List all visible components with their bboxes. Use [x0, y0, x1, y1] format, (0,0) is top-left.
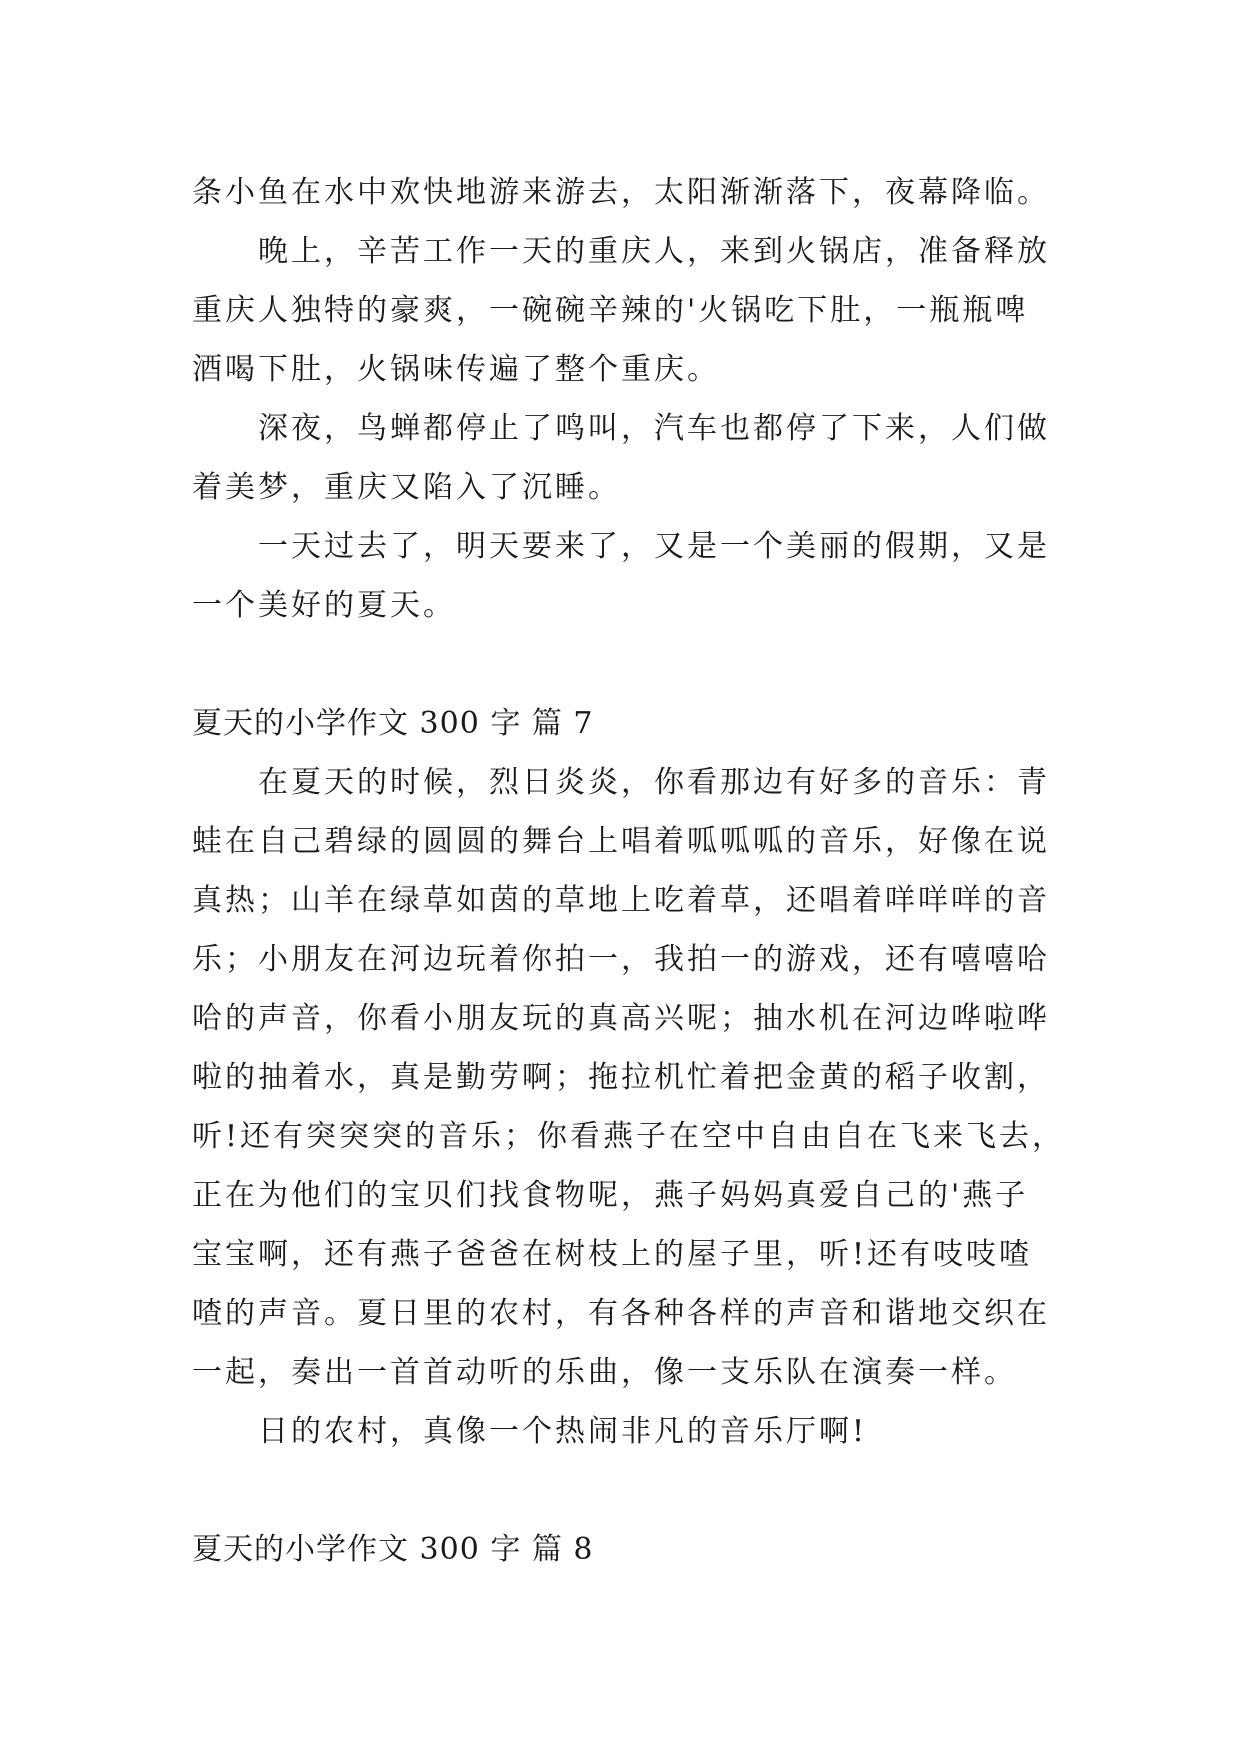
text-line: 一个美好的夏天。 — [192, 588, 456, 623]
document-body — [192, 163, 1082, 1579]
text-line: 喳的声音。夏日里的农村，有各种各样的声音和谐地交织在 — [192, 1296, 1050, 1331]
text-line: 酒喝下肚，火锅味传遍了整个重庆。 — [192, 352, 720, 387]
section-heading-7: 夏天的小学作文 300 字 篇 7 — [192, 706, 594, 741]
paragraph-continued — [192, 163, 1082, 222]
text-line: 条小鱼在水中欢快地游来游去，太阳渐渐落下，夜幕降临。 — [192, 175, 1050, 210]
text-line: 啦的抽着水，真是勤劳啊；拖拉机忙着把金黄的稻子收割， — [192, 1060, 1050, 1095]
section-heading-8: 夏天的小学作文 300 字 篇 8 — [192, 1532, 594, 1567]
text-line: 一天过去了，明天要来了，又是一个美丽的假期，又是 — [258, 529, 1050, 564]
paragraph-evening — [192, 222, 1082, 399]
text-line: 蛙在自己碧绿的圆圆的舞台上唱着呱呱呱的音乐，好像在说 — [192, 824, 1050, 859]
text-line: 乐；小朋友在河边玩着你拍一，我拍一的游戏，还有嘻嘻哈 — [192, 942, 1050, 977]
text-line: 一起，奏出一首首动听的乐曲，像一支乐队在演奏一样。 — [192, 1355, 1017, 1390]
text-line: 重庆人独特的豪爽，一碗碗辛辣的'火锅吃下肚，一瓶瓶啤 — [192, 293, 1029, 328]
text-line: 正在为他们的宝贝们找食物呢，燕子妈妈真爱自己的'燕子 — [192, 1178, 1029, 1213]
text-line: 晚上，辛苦工作一天的重庆人，来到火锅店，准备释放 — [258, 234, 1050, 269]
text-line: 在夏天的时候，烈日炎炎，你看那边有好多的音乐：青 — [258, 765, 1050, 800]
paragraph-village — [192, 1402, 1082, 1461]
section-spacer — [192, 635, 1082, 694]
paragraph-night — [192, 399, 1082, 517]
text-line: 深夜，鸟蝉都停止了鸣叫，汽车也都停了下来，人们做 — [258, 411, 1050, 446]
text-line: 听!还有突突突的音乐；你看燕子在空中自由自在飞来飞去， — [192, 1119, 1066, 1154]
text-line: 日的农村，真像一个热闹非凡的音乐厅啊! — [258, 1414, 868, 1449]
paragraph-summer-music — [192, 753, 1082, 1402]
text-line: 着美梦，重庆又陷入了沉睡。 — [192, 470, 621, 505]
paragraph-day-end — [192, 517, 1082, 635]
text-line: 真热；山羊在绿草如茵的草地上吃着草，还唱着咩咩咩的音 — [192, 883, 1050, 918]
text-line: 哈的声音，你看小朋友玩的真高兴呢；抽水机在河边哗啦哗 — [192, 1001, 1050, 1036]
text-line: 宝宝啊，还有燕子爸爸在树枝上的屋子里，听!还有吱吱喳 — [192, 1237, 1033, 1272]
section-spacer — [192, 1461, 1082, 1520]
